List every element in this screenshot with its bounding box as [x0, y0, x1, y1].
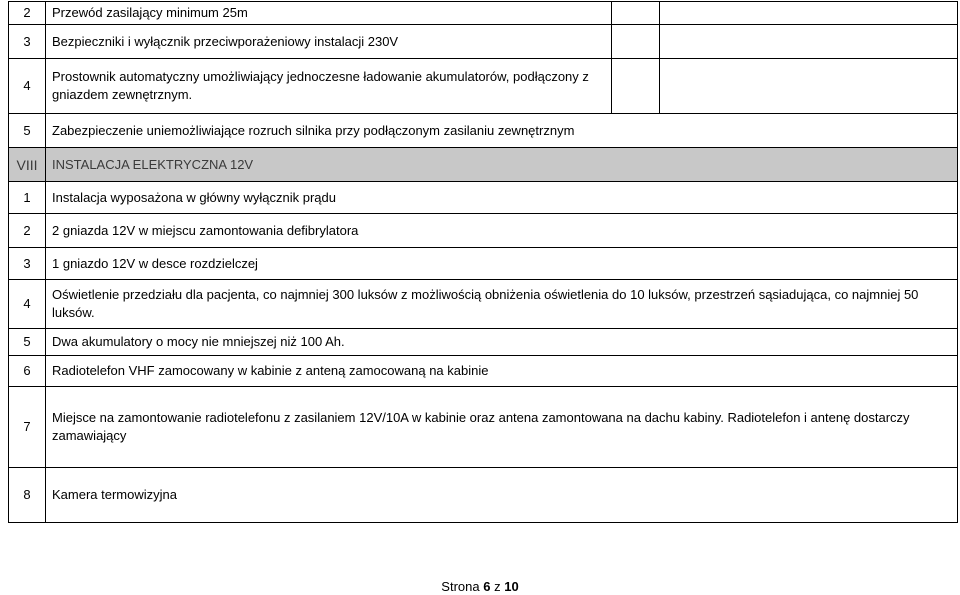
empty-cell: [660, 2, 958, 25]
empty-cell: [660, 25, 958, 59]
specification-table: [8, 1, 958, 523]
row-number: 4: [9, 59, 46, 114]
section-header-row: [9, 148, 958, 182]
row-number: 3: [9, 248, 46, 280]
table-row: [9, 248, 958, 280]
row-number: 4: [9, 280, 46, 329]
current-page: 6: [483, 579, 491, 594]
page-footer: [0, 579, 960, 594]
row-number: 5: [9, 329, 46, 356]
table-row: [9, 25, 958, 59]
row-number: 8: [9, 468, 46, 523]
row-description: Miejsce na zamontowanie radiotelefonu z zasilaniem 12V/10A w kabinie oraz antena zamontowana na dachu kabiny. Radiotelefon i antenę dostarczy zamawiający: [46, 387, 958, 468]
section-number: VIII: [9, 148, 46, 182]
row-description: Dwa akumulatory o mocy nie mniejszej niż 100 Ah.: [46, 329, 958, 356]
table-row: [9, 182, 958, 214]
table-row: [9, 59, 958, 114]
total-pages: 10: [504, 579, 519, 594]
empty-cell: [612, 2, 660, 25]
table-row: [9, 356, 958, 387]
row-description: Przewód zasilający minimum 25m: [46, 2, 612, 25]
table-row: [9, 329, 958, 356]
table-row: [9, 214, 958, 248]
row-description: 2 gniazda 12V w miejscu zamontowania defibrylatora: [46, 214, 958, 248]
table-row: [9, 387, 958, 468]
row-description: Prostownik automatyczny umożliwiający jednoczesne ładowanie akumulatorów, podłączony z gniazdem zewnętrznym.: [46, 59, 612, 114]
table-row: [9, 468, 958, 523]
table-row: [9, 114, 958, 148]
row-description: Kamera termowizyjna: [46, 468, 958, 523]
table-row: [9, 2, 958, 25]
row-description: Oświetlenie przedziału dla pacjenta, co najmniej 300 luksów z możliwością obniżenia oświetlenia do 10 luksów, przestrzeń sąsiadująca, co najmniej 50 luksów.: [46, 280, 958, 329]
row-description: 1 gniazdo 12V w desce rozdzielczej: [46, 248, 958, 280]
table-row: [9, 280, 958, 329]
row-number: 5: [9, 114, 46, 148]
row-number: 7: [9, 387, 46, 468]
row-number: 6: [9, 356, 46, 387]
page-label: Strona: [441, 579, 480, 594]
row-description: Instalacja wyposażona w główny wyłącznik prądu: [46, 182, 958, 214]
row-number: 2: [9, 214, 46, 248]
row-description: Bezpieczniki i wyłącznik przeciwporażeniowy instalacji 230V: [46, 25, 612, 59]
row-number: 3: [9, 25, 46, 59]
empty-cell: [612, 59, 660, 114]
empty-cell: [660, 59, 958, 114]
section-title: INSTALACJA ELEKTRYCZNA 12V: [46, 148, 958, 182]
row-number: 1: [9, 182, 46, 214]
page-separator: z: [494, 579, 501, 594]
row-number: 2: [9, 2, 46, 25]
empty-cell: [612, 25, 660, 59]
row-description: Zabezpieczenie uniemożliwiające rozruch silnika przy podłączonym zasilaniu zewnętrznym: [46, 114, 958, 148]
row-description: Radiotelefon VHF zamocowany w kabinie z anteną zamocowaną na kabinie: [46, 356, 958, 387]
